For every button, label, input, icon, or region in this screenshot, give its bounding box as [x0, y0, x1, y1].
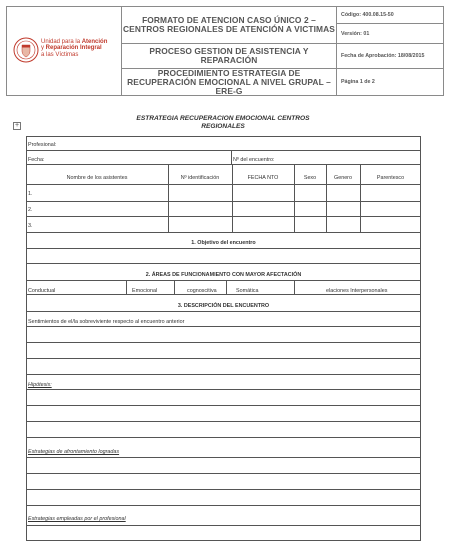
- form-outline: [26, 136, 421, 540]
- row-3-label: 3.: [28, 223, 33, 229]
- row-1-label: 1.: [28, 191, 33, 197]
- approval-date-label: Fecha de Aprobación: 18/08/2015: [337, 44, 443, 69]
- code-label: Código: 400.08.15-50: [337, 7, 443, 24]
- area-emocional: Emocional: [132, 288, 158, 294]
- coat-of-arms-icon: [13, 37, 39, 63]
- assessment-form: [26, 136, 421, 522]
- encuentro-number-label: Nº del encuentro:: [233, 157, 275, 163]
- section-3-heading: 3. DESCRIPCIÓN DEL ENCUENTRO: [177, 303, 270, 309]
- sentimientos-label: Sentimientos de el/la sobreviviente respecto al encuentro anterior: [28, 319, 185, 325]
- section-1-heading: 1. Objetivo del encuentro: [191, 240, 256, 246]
- move-anchor-icon[interactable]: +: [14, 122, 20, 129]
- logo-wordmark: Unidad para la Atención y Reparación Integral a las Víctimas: [41, 39, 108, 58]
- page-number-label: Página 1 de 2: [341, 79, 375, 85]
- format-title: FORMATO DE ATENCION CASO ÚNICO 2 –CENTROS REGIONALES DE ATENCIÓN A VICTIMAS: [122, 7, 336, 44]
- institution-logo: [13, 37, 119, 69]
- process-title: PROCESO GESTION DE ASISTENCIA Y REPARACIÓN: [122, 44, 336, 69]
- estrategias-logradas-label: Estrategias de afrontamiento logradas: [28, 449, 120, 455]
- procedure-title: PROCEDIMIENTO ESTRATEGIA DE RECUPERACIÓN EMOCIONAL A NIVEL GRUPAL – ERE-G: [127, 67, 331, 96]
- row-2-label: 2.: [28, 207, 33, 213]
- document-header: [6, 6, 444, 96]
- estrategias-profesional-label: Estrategias empleadas por el profesional: [28, 516, 126, 522]
- area-conductual: Conductual: [28, 288, 56, 294]
- col-sexo: Sexo: [303, 175, 317, 181]
- col-fecha-nto: FECHA NTO: [247, 175, 279, 181]
- profesional-label: Profesional:: [28, 142, 57, 148]
- fecha-label: Fecha:: [28, 157, 45, 163]
- col-identificacion: Nº identificación: [180, 175, 220, 181]
- version-label: Versión: 01: [337, 24, 443, 44]
- document-title: ESTRATEGIA RECUPERACION EMOCIONAL CENTROS REGIONALES: [136, 115, 310, 130]
- logo-cell: [7, 7, 122, 95]
- header-metadata: [337, 7, 443, 95]
- area-cognoscitiva: cognoscitiva: [187, 288, 217, 294]
- section-2-heading: 2. ÁREAS DE FUNCIONAMIENTO CON MAYOR AFECTACIÓN: [145, 272, 302, 278]
- area-somatica: Somática: [236, 288, 259, 294]
- header-titles: [122, 7, 337, 95]
- hipotesis-label: Hipótesis:: [28, 382, 52, 388]
- col-nombre: Nombre de los asistentes: [66, 175, 128, 181]
- area-relaciones: elaciones Interpersonales: [326, 288, 388, 294]
- col-genero: Genero: [334, 175, 352, 181]
- col-parentesco: Parentesco: [376, 175, 405, 181]
